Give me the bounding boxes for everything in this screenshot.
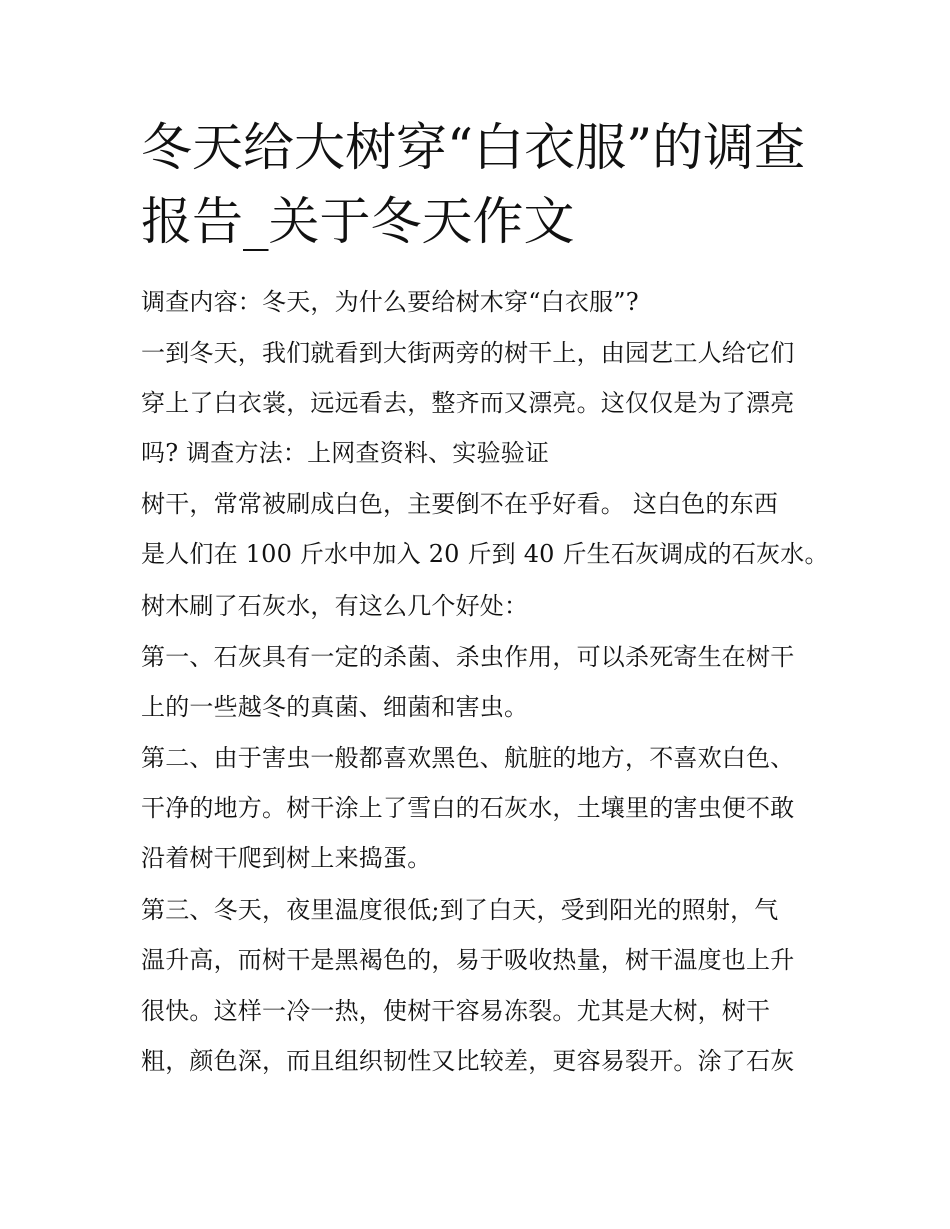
text-line: 穿上了白衣裳，远远看去，整齐而又漂亮。这仅仅是为了漂亮 xyxy=(141,389,795,417)
text-line: 树干，常常被刷成白色，主要倒不在乎好看。 这白色的东西 xyxy=(141,490,779,518)
text-line-survey-method: 吗? 调查方法：上网查资料、实验验证 xyxy=(141,439,550,467)
text-line: 温升高，而树干是黑褐色的，易于吸收热量，树干温度也上升 xyxy=(141,946,795,974)
text-line: 树木刷了石灰水，有这么几个好处： xyxy=(141,592,529,620)
document-title: 冬天给大树穿“白衣服”的调查报告_关于冬天作文 xyxy=(141,119,806,252)
text-line-point-two: 第二、由于害虫一般都喜欢黑色、航脏的地方，不喜欢白色、 xyxy=(141,744,795,772)
text-line: 沿着树干爬到树上来捣蛋。 xyxy=(141,844,432,872)
text-line: 很快。这样一冷一热，使树干容易冻裂。尤其是大树，树干 xyxy=(141,997,771,1025)
text-line: 是人们在 100 斤水中加入 20 斤到 40 斤生石灰调成的石灰水。 xyxy=(141,540,829,568)
text-line: 上的一些越冬的真菌、细菌和害虫。 xyxy=(141,693,529,721)
text-line-survey-content: 调查内容：冬天，为什么要给树木穿“白衣服”? xyxy=(141,288,639,316)
text-line: 粗，颜色深，而且组织韧性又比较差，更容易裂开。涂了石灰 xyxy=(141,1047,795,1075)
text-line: 干净的地方。树干涂上了雪白的石灰水，土壤里的害虫便不敢 xyxy=(141,794,795,822)
text-line-point-three: 第三、冬天，夜里温度很低;到了白天，受到阳光的照射，气 xyxy=(141,896,779,924)
text-line-point-one: 第一、石灰具有一定的杀菌、杀虫作用，可以杀死寄生在树干 xyxy=(141,643,795,671)
text-line: 一到冬天，我们就看到大街两旁的树干上，由园艺工人给它们 xyxy=(141,339,795,367)
